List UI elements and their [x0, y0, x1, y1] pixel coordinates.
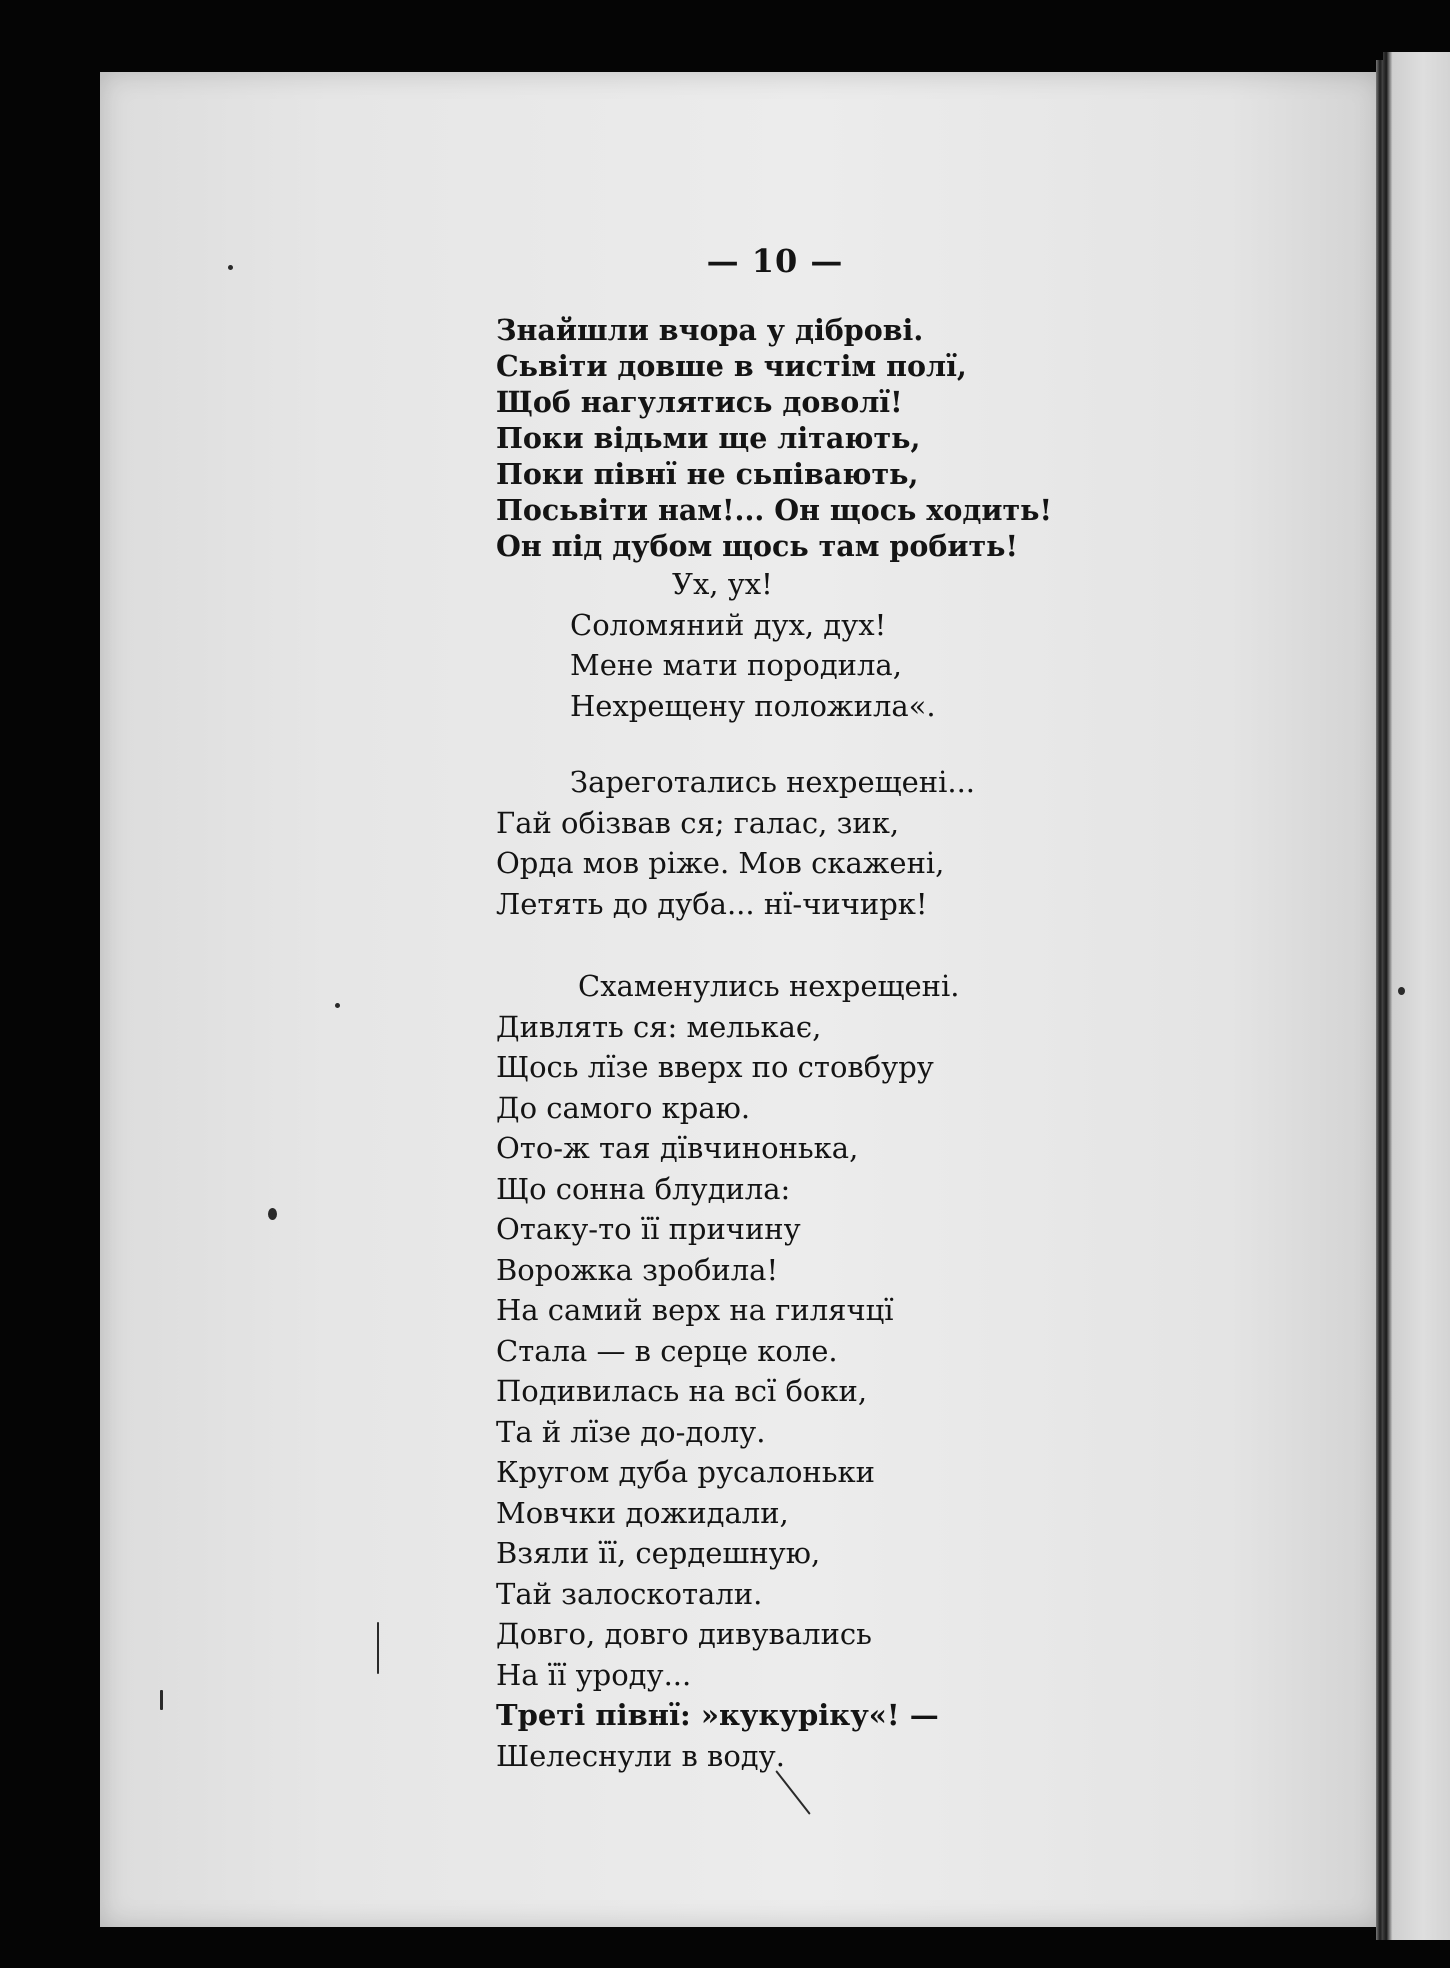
poem-line: Схаменулись нехрещені.	[578, 969, 960, 1003]
stanza	[496, 312, 1056, 564]
scan-speck	[377, 1622, 379, 1674]
poem-line: Та й лїзе до-долу.	[496, 1414, 766, 1449]
poem-line: Щоб нагулятись доволї!	[496, 385, 903, 419]
poem-line: Мовчки дожидали,	[496, 1495, 789, 1530]
poem-line: Зареготались нехрещені...	[570, 765, 976, 799]
poem-line: На її уроду...	[496, 1657, 692, 1692]
poem-line: Треті півнї: »кукуріку«! —	[496, 1698, 939, 1732]
poem-line: Ворожка зробила!	[496, 1252, 779, 1287]
scan-speck	[228, 265, 233, 270]
poem-line: Гай обізвав ся; галас, зик,	[496, 805, 900, 840]
poem-line: Сьвіти довше в чистім полї,	[496, 349, 967, 383]
poem-line: Кругом дуба русалоньки	[496, 1455, 875, 1489]
poem-line: Довго, довго дивувались	[496, 1617, 872, 1651]
poem-line: Що сонна блудила:	[496, 1171, 791, 1206]
scan-speck	[335, 1003, 340, 1008]
poem-line: Отаку-то її причину	[496, 1212, 801, 1246]
poem-line: Тай залоскотали.	[496, 1576, 763, 1611]
scan-speck	[268, 1208, 277, 1220]
scan-speck	[1398, 987, 1405, 995]
poem-line: Летять до дуба... нї-чичирк!	[496, 886, 928, 921]
poem-line: Нехрещену положила«.	[570, 688, 936, 723]
poem-line: Взяли її, сердешную,	[496, 1536, 821, 1570]
poem-line: Он під дубом щось там робить!	[496, 529, 1019, 563]
adjacent-page-edge	[1383, 52, 1450, 1940]
poem-line: До самого краю.	[496, 1090, 751, 1125]
poem-line: Стала — в серце коле.	[496, 1333, 838, 1368]
poem-line: На самий верх на гилячцї	[496, 1293, 894, 1327]
stanza	[496, 762, 1056, 924]
poem-line: Посьвіти нам!... Он щось ходить!	[496, 493, 1052, 527]
poem-line: Щось лїзе вверх по стовбуру	[496, 1050, 934, 1084]
poem-line: Поки півнї не сьпівають,	[496, 457, 919, 491]
poem-line: Мене мати породила,	[570, 648, 902, 682]
page-number: — 10 —	[706, 242, 844, 280]
poem-line: Знайшли вчора у діброві.	[496, 313, 924, 347]
poem-line: Поки відьми ще літають,	[496, 421, 921, 455]
poem-line: Орда мов ріже. Мов скажені,	[496, 846, 945, 880]
poem-line: Подивилась на всї боки,	[496, 1374, 868, 1408]
poem-line: Дивлять ся: мелькає,	[496, 1009, 822, 1044]
poem-text	[496, 312, 1056, 1776]
poem-line: Ото-ж тая дївчинонька,	[496, 1131, 859, 1165]
stanza	[496, 564, 1056, 726]
stanza	[496, 966, 1056, 1776]
poem-line: Соломяний дух, дух!	[570, 607, 887, 642]
scan-speck	[160, 1690, 163, 1710]
poem-line: Шелеснули в воду.	[496, 1738, 785, 1773]
poem-line: Ух, ух!	[672, 567, 773, 601]
